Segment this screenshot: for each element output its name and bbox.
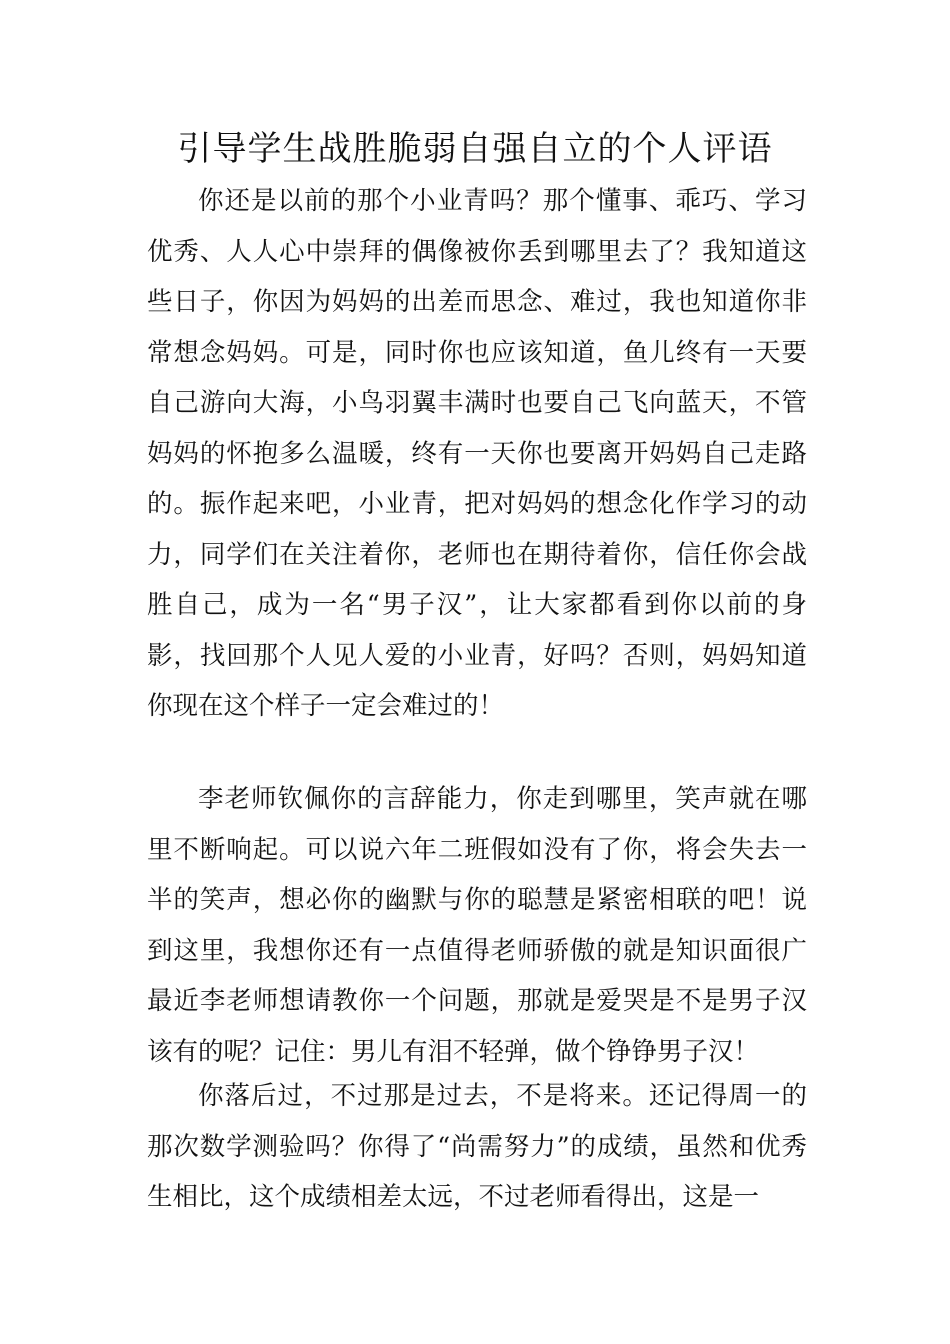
paragraph-3: 你落后过，不过那是过去，不是将来。还记得周一的那次数学测验吗？你得了“尚需努力”的成绩，虽然和优秀生相比，这个成绩相差太远，不过老师看得出，这是一 <box>147 1081 807 1212</box>
paragraph-1: 你还是以前的那个小业青吗？那个懂事、乖巧、学习优秀、人人心中崇拜的偶像被你丢到哪里去了？我知道这些日子，你因为妈妈的出差而思念、难过，我也知道你非常想念妈妈。可是，同时你也应该知道，鱼儿终有一天要自己游向大海，小鸟羽翼丰满时也要自己飞向蓝天，不管妈妈的怀抱多么温暖，终有一天你也要离开妈妈自己走路的。振作起来吧，小业青，把对妈妈的想念化作学习的动力，同学们在关注着你，老师也在期待着你，信任你会战胜自己，成为一名“男子汉”，让大家都看到你以前的身影，找回那个人见人爱的小业青，好吗？否则，妈妈知道你现在这个样子一定会难过的！ <box>147 186 807 721</box>
document-title: 引导学生战胜脆弱自强自立的个人评语 <box>177 129 773 169</box>
paragraph-2: 李老师钦佩你的言辞能力，你走到哪里，笑声就在哪里不断响起。可以说六年二班假如没有了你，将会失去一半的笑声，想必你的幽默与你的聪慧是紧密相联的吧！说到这里，我想你还有一点值得老师骄傲的就是知识面很广最近李老师想请教你一个问题，那就是爱哭是不是男子汉该有的呢？记住：男儿有泪不轻弹，做个铮铮男子汉！ <box>147 784 807 1067</box>
